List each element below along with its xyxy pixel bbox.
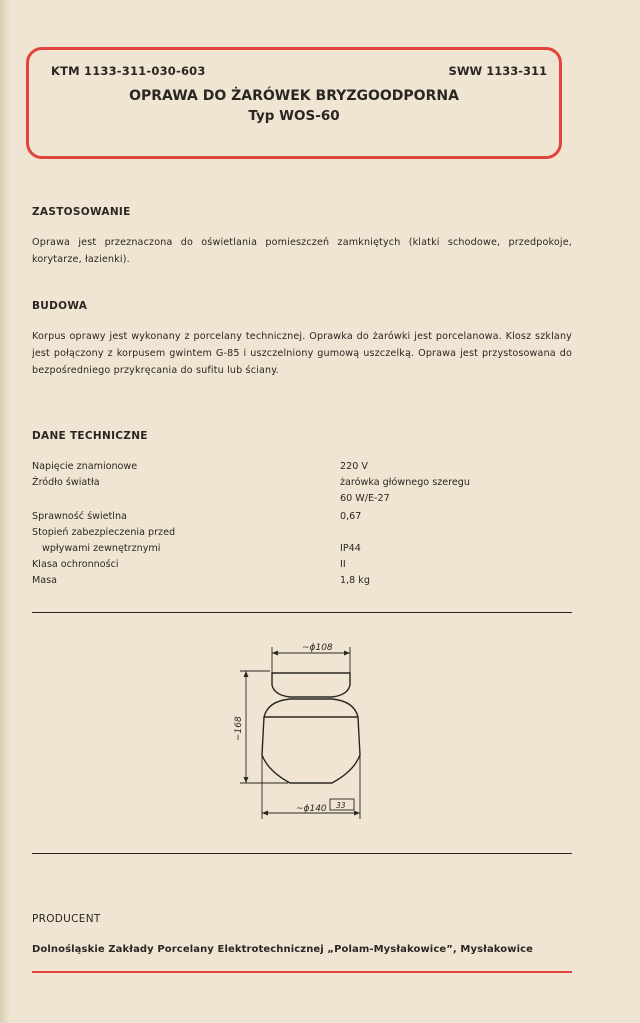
section-title-dane: DANE TECHNICZNE bbox=[32, 430, 148, 442]
producer-title: PRODUCENT bbox=[32, 913, 101, 925]
technical-drawing bbox=[32, 612, 572, 854]
budowa-text: Korpus oprawy jest wykonany z porcelany technicznej. Oprawka do żarówki jest porcelanowa. Klosz szklany jest połączony z korpusem gwintem G-85 i uszczelniony gumową uszczelką. Oprawa jest przystosowana do bezpośredniego przykręcania do sufitu lub ściany. bbox=[32, 331, 572, 376]
spec-value: II bbox=[340, 559, 346, 570]
spec-row bbox=[32, 524, 572, 541]
producer-town: Mysłakowice bbox=[460, 944, 534, 955]
header-box bbox=[26, 47, 562, 159]
dim-bottom-label: ~ϕ140 bbox=[296, 804, 327, 814]
spec-value: 220 V bbox=[340, 461, 368, 472]
spec-label: Sprawność świetlna bbox=[32, 511, 127, 522]
ktm-code: KTM 1133-311-030-603 bbox=[51, 64, 206, 78]
document-subtitle: Typ WOS-60 bbox=[248, 108, 340, 124]
sww-code: SWW 1133-311 bbox=[448, 64, 547, 78]
spec-label: Napięcie znamionowe bbox=[32, 461, 138, 472]
footer-red-rule bbox=[32, 971, 572, 973]
lamp-base-shape bbox=[272, 673, 350, 697]
lamp-globe-shape bbox=[262, 699, 360, 783]
spec-row bbox=[32, 508, 572, 525]
spec-row bbox=[32, 572, 572, 589]
spec-value: 60 W/E-27 bbox=[340, 493, 390, 504]
spec-value: IP44 bbox=[340, 543, 361, 554]
spec-value: 1,8 kg bbox=[340, 575, 370, 586]
spec-label: Stopień zabezpieczenia przed bbox=[32, 527, 176, 538]
spec-value: 0,67 bbox=[340, 511, 362, 522]
producer-name: Dolnośląskie Zakłady Porcelany Elektrotechnicznej „Polam-Mysłakowice”, bbox=[32, 944, 457, 955]
section-title-zastosowanie: ZASTOSOWANIE bbox=[32, 206, 131, 218]
spec-row bbox=[32, 556, 572, 573]
spec-row bbox=[32, 458, 572, 475]
spec-label: Klasa ochronności bbox=[32, 559, 119, 570]
spec-label: Źródło światła bbox=[32, 477, 100, 488]
spec-row bbox=[32, 490, 572, 507]
spec-value: żarówka głównego szeregu bbox=[340, 477, 470, 488]
spec-row bbox=[32, 540, 572, 557]
spec-row bbox=[32, 474, 572, 491]
drawing-tag: 33 bbox=[336, 801, 346, 810]
lamp-drawing-svg bbox=[32, 613, 572, 853]
spec-label: wpływami zewnętrznymi bbox=[42, 543, 161, 554]
zastosowanie-text: Oprawa jest przeznaczona do oświetlania pomieszczeń zamkniętych (klatki schodowe, przedpokoje, korytarze, łazienki). bbox=[32, 237, 572, 265]
producer-line bbox=[32, 944, 533, 955]
page-edge bbox=[0, 0, 10, 1023]
dim-height-label: ~168 bbox=[234, 716, 244, 741]
spec-label: Masa bbox=[32, 575, 58, 586]
dim-top-label: ~ϕ108 bbox=[302, 643, 333, 653]
section-title-budowa: BUDOWA bbox=[32, 300, 88, 312]
document-title: OPRAWA DO ŻARÓWEK BRYZGOODPORNA bbox=[129, 88, 459, 104]
